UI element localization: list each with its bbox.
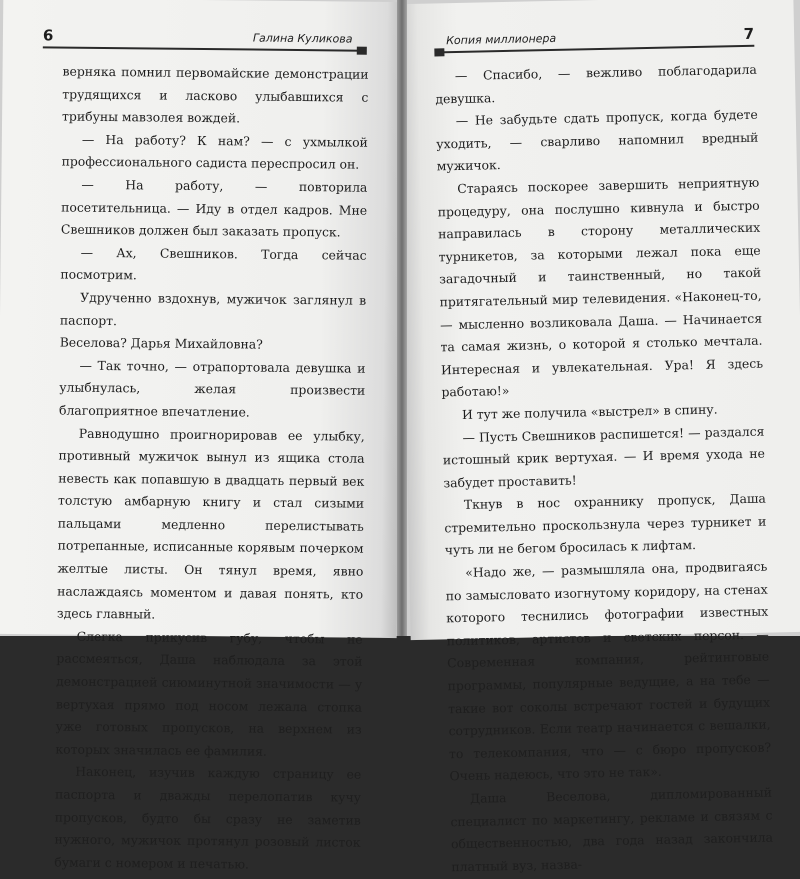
paragraph: верняка помнил первомайские демонстрации трудящихся и ласково улыбавшихся с трибуны мавзолея вождей. [62, 63, 369, 126]
paragraph: «Надо же, — размышляла она, продвигаясь по замысловато изогнутому коридору, на стенах которого теснились фотографии известных политиков, артистов и светских персон. — Современная компания, рейтинговые программы, популярные ведущие, а на тебе — такие вот соколы встречают гостей и будущих сотрудников. Если театр начинается с вешалки, то телекомпания, что — с бюро пропусков? Очень надеюсь, что это не так». [445, 558, 772, 784]
left-page-number: 6 [42, 26, 54, 45]
paragraph: — Ах, Свешников. Тогда сейчас посмотрим. [60, 244, 367, 283]
paragraph: Даша Веселова, дипломированный специалист по маркетингу, рекламе и связям с общественностью, два года назад закончила платный вуз, назва- [450, 784, 774, 875]
paragraph: — На работу? К нам? — с ухмылкой профессионального садиста переспросил он. [61, 131, 368, 173]
paragraph: Ткнув в нос охраннику пропуск, Даша стремительно проскользнула через турникет и чуть ли не бегом бросилась к лифтам. [444, 490, 767, 558]
paragraph: — Пусть Свешников распишется! — раздался истошный крик вертухая. — И время ухода не забудет проставить! [442, 423, 766, 491]
left-running-title: Галина Куликова [252, 31, 353, 46]
paragraph: — На работу, — повторила посетительница. — Иду в отдел кадров. Мне Свешников должен был заказать пропуск. [60, 176, 368, 240]
right-page-number: 7 [743, 24, 755, 43]
left-page [0, 0, 403, 872]
left-running-head [43, 24, 363, 51]
right-running-head [438, 23, 754, 54]
paragraph: Слегка прикусив губу, чтобы не рассмеяться, Даша наблюдала за этой демонстрацией сиюминутной значимости — у вертухая прямо под носом лежала стопка уже готовых пропусков, на верхнем из которых значилась ее фамилия. [55, 628, 363, 759]
right-page-text [435, 59, 774, 879]
paragraph: Равнодушно проигнорировав ее улыбку, противный мужичок вынул из ящика стола невесть как попавшую в двадцать первый век толстую амбарную книгу и стал сизыми пальцами медленно перелистывать потрепанные, исписанные корявым почерком желтые листы. Он тянул время, явно наслаждаясь моментом и давая понять, кто здесь главный. [56, 425, 365, 622]
paragraph: Удрученно вздохнув, мужичок заглянул в паспорт. [59, 289, 367, 328]
paragraph: Веселова? Дарья Михайловна? [59, 334, 263, 352]
paragraph: — Спасибо, — вежливо поблагодарила девушка. [435, 61, 757, 107]
left-page-text [54, 61, 369, 878]
paragraph: — Не забудьте сдать пропуск, когда будете уходить, — сварливо напомнил вредный мужичок. [436, 106, 759, 174]
paragraph: — Так точно, — отрапортовала девушка и улыбнулась, желая произвести благоприятное впечатление. [58, 357, 366, 420]
paragraph: И тут же получила «выстрел» в спину. [461, 401, 718, 422]
right-page [397, 0, 800, 875]
book-gutter [397, 0, 407, 636]
paragraph: Стараясь поскорее завершить неприятную процедуру, она послушно кивнула и быстро направилась в сторону металлических турникетов, за которыми лежал пока еще загадочный и таинственный, но такой притягательный мир телевидения. «Наконец-то, — мысленно возликовала Даша. — Начинается та самая жизнь, о которой я столько мечтала. Интересная и увлекательная. Ура! Я здесь работаю!» [437, 174, 764, 400]
paragraph: Наконец, изучив каждую страницу ее паспорта и дважды перелопатив кучу пропусков, будто бы сразу не заметив нужного, мужичок протянул розовый листок бумаги с номером и печатью. [54, 764, 362, 872]
header-ornament-icon [357, 47, 367, 55]
right-running-title: Копия миллионера [446, 31, 557, 48]
header-ornament-icon [434, 48, 444, 56]
